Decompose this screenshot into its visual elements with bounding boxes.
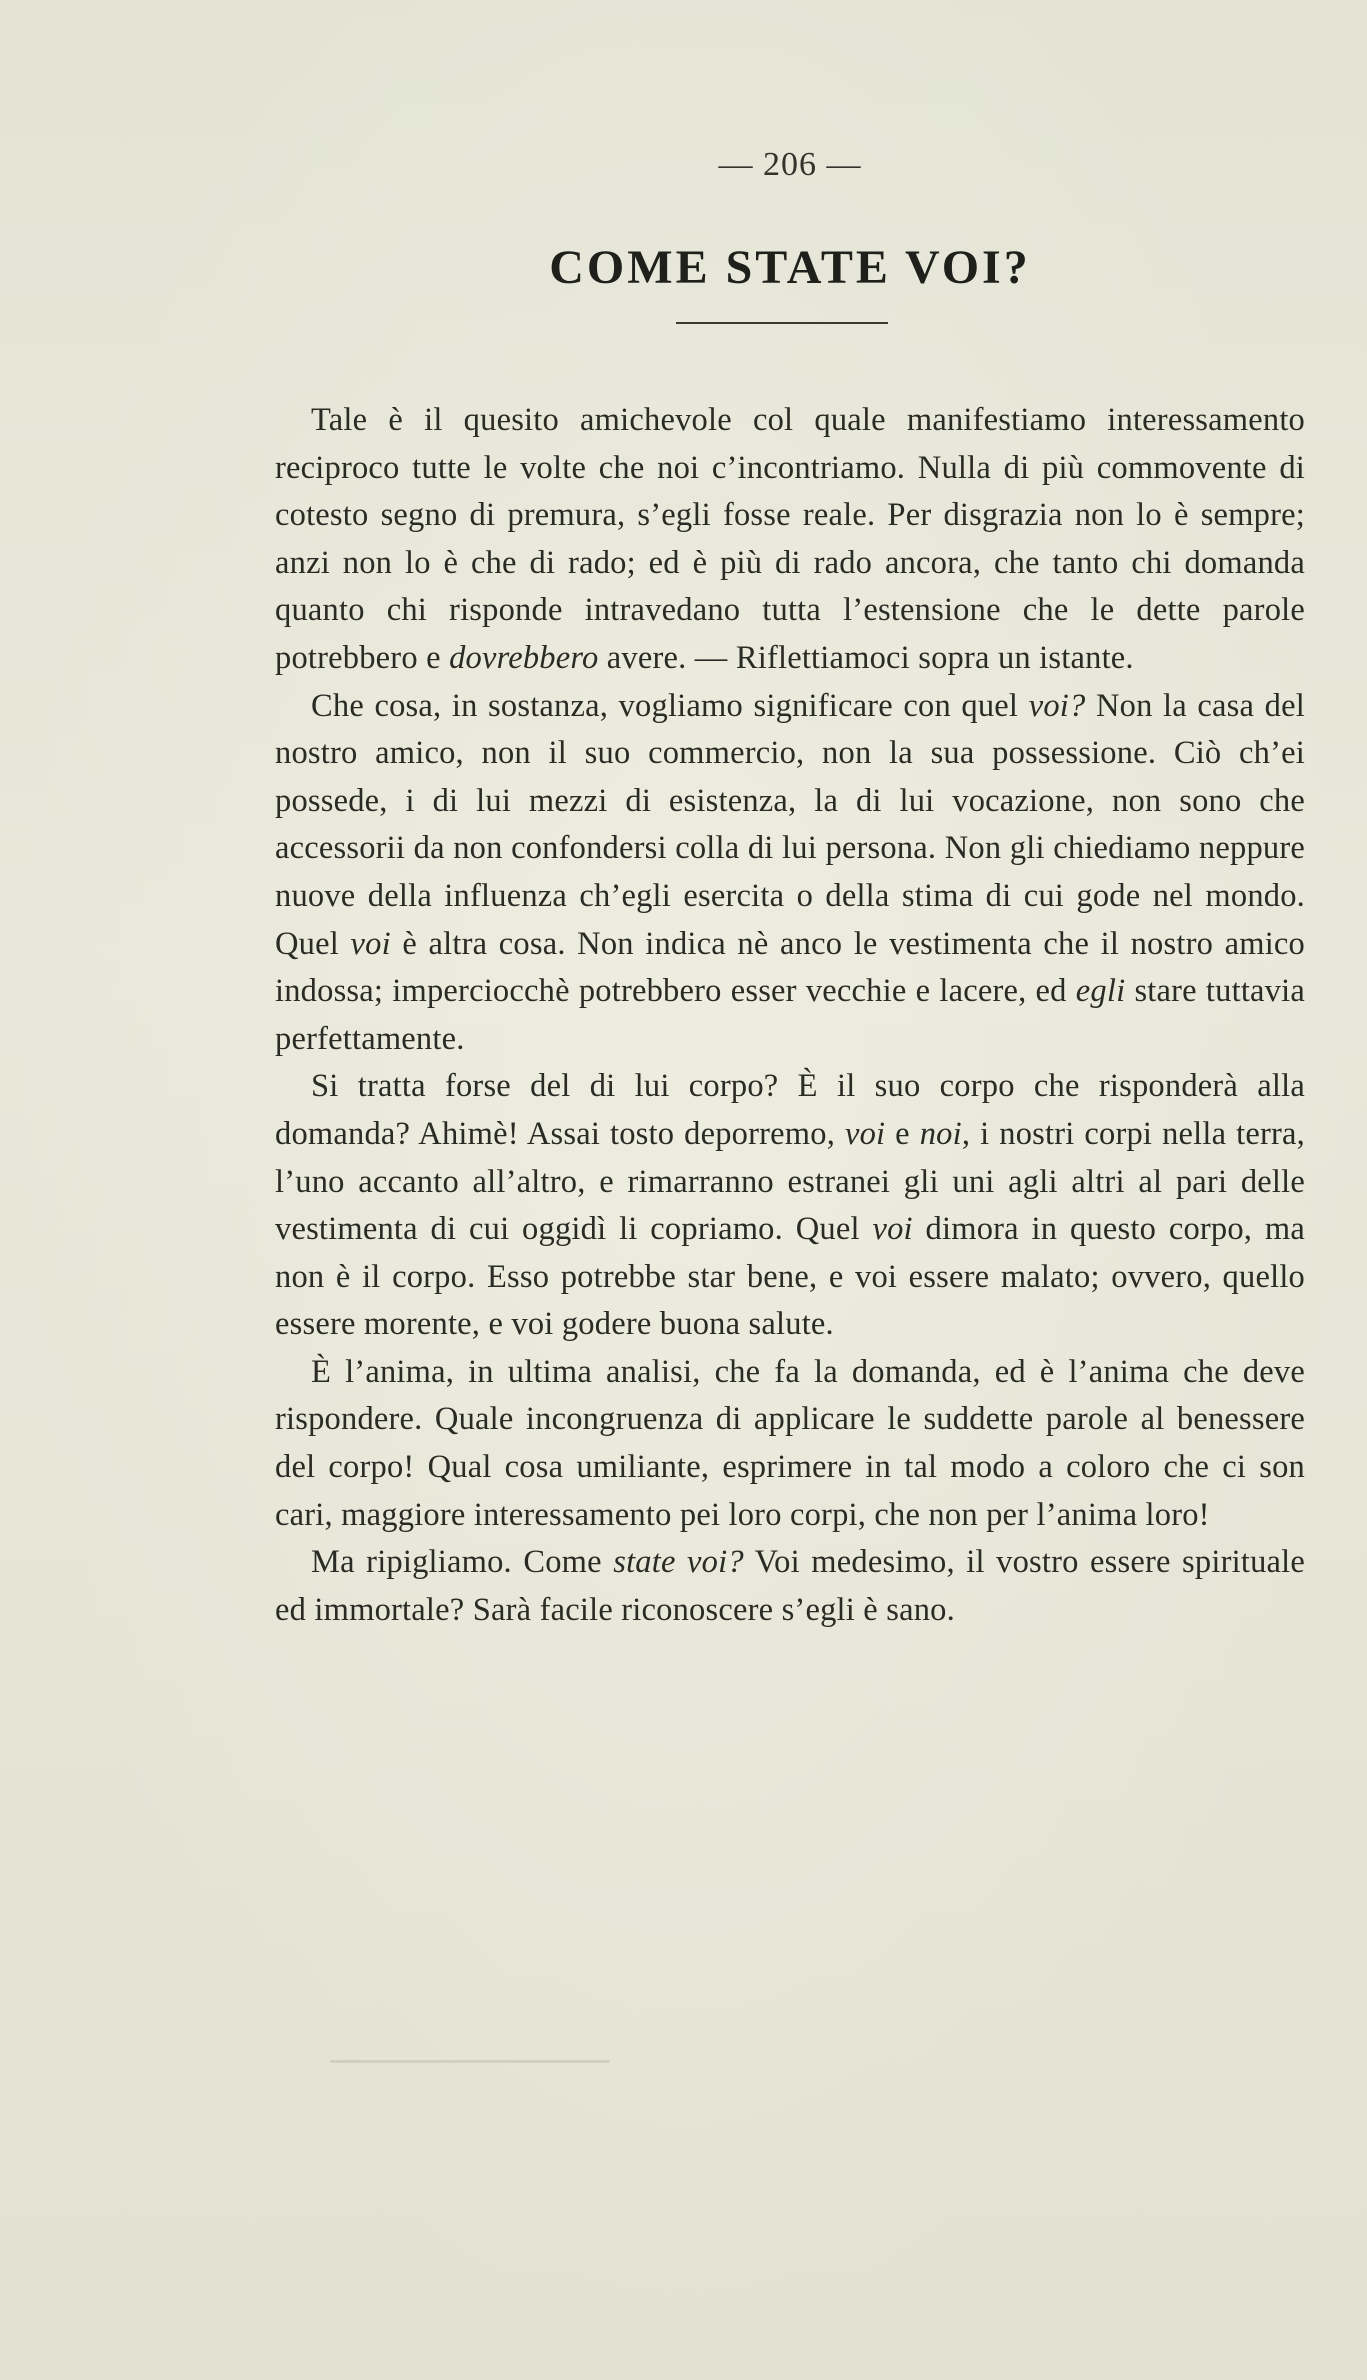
chapter-title: COME STATE VOI?	[549, 241, 1031, 294]
text-run: , i nostri corpi nella terra, l’uno accanto all’altro, e rimarranno estranei gli uni agli altri al pari delle vestimenta di cui oggidì li copriamo. Quel	[275, 1115, 1305, 1248]
italic-run: dovrebbero	[449, 639, 599, 676]
text-run: Voi medesimo, il vostro essere spirituale ed immortale? Sarà facile riconoscere s’egli è sano.	[275, 1544, 1306, 1628]
text-run: Ma ripigliamo. Come	[311, 1544, 614, 1581]
italic-run: noi	[919, 1115, 962, 1152]
paragraph-2	[275, 683, 1305, 1064]
italic-run: egli	[1075, 973, 1126, 1010]
text-run: Tale è il quesito amichevole col quale manifestiamo interessamento reciproco tutte le volte che noi c’incontriamo. Nulla di più commovente di cotesto segno di premura, s’egli fosse reale. Per disgrazia non lo è sempre; anzi non lo è che di rado; ed è più di rado ancora, che tanto chi domanda quanto chi risponde intravedano tutta l’estensione che le dette parole potrebbero e	[275, 402, 1305, 676]
paragraph-3	[275, 1063, 1305, 1349]
italic-run: voi	[350, 925, 391, 962]
text-run: avere. — Riflettiamoci sopra un istante.	[598, 639, 1134, 676]
italic-run: voi	[844, 1115, 886, 1152]
italic-run: voi	[872, 1211, 913, 1248]
page-number: — 206 —	[718, 146, 862, 183]
text-run: e	[885, 1115, 920, 1152]
text-run: Non la casa del nostro amico, non il suo commercio, non la sua possessione. Ciò ch’ei possede, i di lui mezzi di esistenza, la di lui vocazione, non sono che accessorii da non confondersi colla di lui persona. Non gli chiediamo neppure nuove della influenza ch’egli esercita o della stima di cui gode nel mondo. Quel	[275, 687, 1305, 962]
title-divider	[676, 322, 888, 324]
text-run: Si tratta forse del di lui corpo? È il suo corpo che risponderà alla domanda? Ahimè! Assai tosto deporremo,	[275, 1068, 1305, 1152]
text-run: È l’anima, in ultima analisi, che fa la domanda, ed è l’anima che deve rispondere. Quale incongruenza di applicare le suddette parole al benessere del corpo! Qual cosa umiliante, esprimere in tal modo a coloro che ci son cari, maggiore interessamento pei loro corpi, che non per l’anima loro!	[275, 1353, 1305, 1533]
text-run: dimora in questo corpo, ma non è il corpo. Esso potrebbe star bene, e voi essere malato; ovvero, quello essere morente, e voi godere buona salute.	[275, 1211, 1306, 1343]
paper-mark	[330, 2060, 610, 2063]
body-text	[275, 397, 1305, 1634]
italic-run: voi?	[1028, 687, 1086, 724]
text-run: Che cosa, in sostanza, vogliamo significare con quel	[311, 687, 1029, 724]
italic-run: state voi?	[613, 1544, 744, 1581]
paragraph-5	[275, 1539, 1305, 1634]
text-run: stare tuttavia perfettamente.	[275, 973, 1305, 1057]
paragraph-1	[275, 397, 1305, 683]
text-run: è altra cosa. Non indica nè anco le vestimenta che il nostro amico indossa; imperciocchè potrebbero esser vecchie e lacere, ed	[275, 925, 1305, 1010]
paragraph-4	[275, 1349, 1305, 1539]
